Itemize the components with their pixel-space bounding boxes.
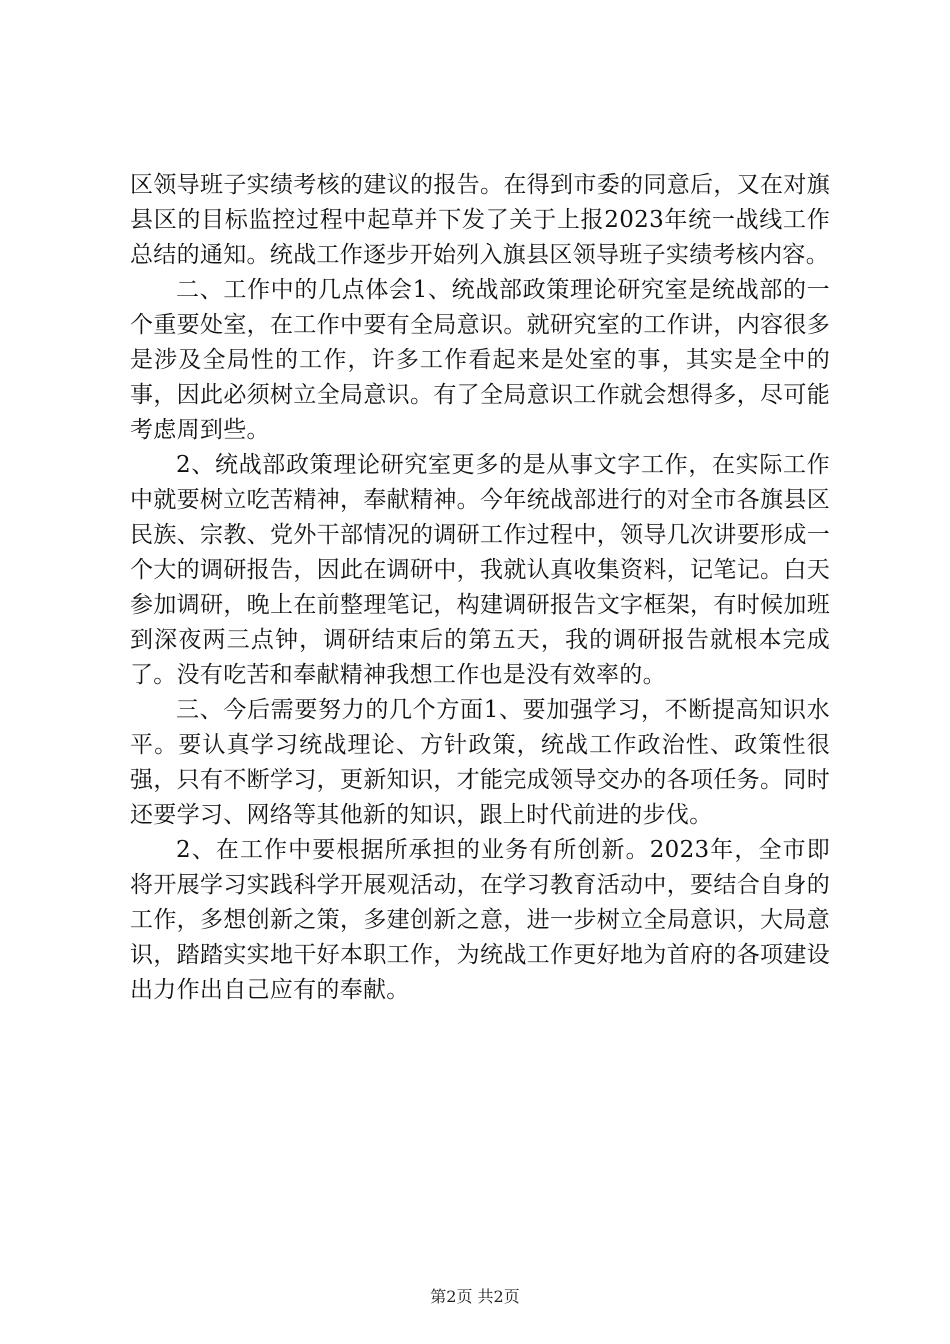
paragraph-section-two: 二、工作中的几点体会1、统战部政策理论研究室是统战部的一个重要处室，在工作中要有全局意识。就研究室的工作讲，内容很多是涉及全局性的工作，许多工作看起来是处室的事，其实是全中的事，因此必须树立全局意识。有了全局意识工作就会想得多，尽可能考虑周到些。 bbox=[130, 277, 830, 443]
paragraph-point-two: 2、统战部政策理论研究室更多的是从事文字工作，在实际工作中就要树立吃苦精神，奉献精神。今年统战部进行的对全市各旗县区民族、宗教、党外干部情况的调研工作过程中，领导几次讲要形成一个大的调研报告，因此在调研中，我就认真收集资料，记笔记。白天参加调研，晚上在前整理笔记，构建调研报告文字框架，有时候加班到深夜两三点钟，调研结束后的第五天，我的调研报告就根本完成了。没有吃苦和奉献精神我想工作也是没有效率的。 bbox=[130, 452, 830, 688]
page-footer: 第2页 共2页 bbox=[430, 1287, 520, 1306]
paragraph-section-three: 三、今后需要努力的几个方面1、要加强学习，不断提高知识水平。要认真学习统战理论、方针政策，统战工作政治性、政策性很强，只有不断学习，更新知识，才能完成领导交办的各项任务。同时还要学习、网络等其他新的知识，跟上时代前进的步伐。 bbox=[130, 697, 830, 828]
paragraph-innovation: 2、在工作中要根据所承担的业务有所创新。2023年，全市即将开展学习实践科学开展观活动，在学习教育活动中，要结合自身的工作，多想创新之策，多建创新之意，进一步树立全局意识，大局意识，踏踏实实地干好本职工作，为统战工作更好地为首府的各项建设出力作出自己应有的奉献。 bbox=[130, 837, 830, 1003]
paragraph-continuation: 区领导班子实绩考核的建议的报告。在得到市委的同意后，又在对旗县区的目标监控过程中起草并下发了关于上报2023年统一战线工作总结的通知。统战工作逐步开始列入旗县区领导班子实绩考核内容。 bbox=[130, 172, 830, 268]
document-body bbox=[130, 168, 830, 1008]
